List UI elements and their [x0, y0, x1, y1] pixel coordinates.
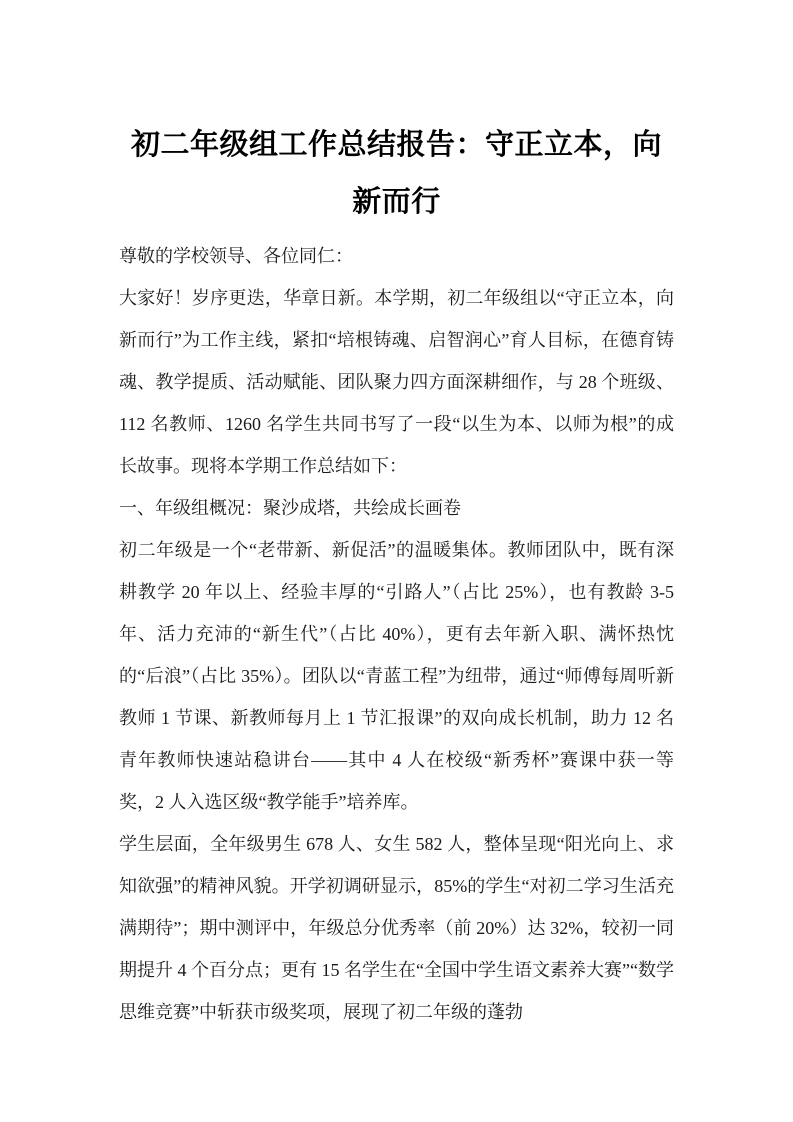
- student-overview-paragraph: 学生层面，全年级男生 678 人、女生 582 人，整体呈现“阳光向上、求知欲强”的精神风貌。开学初调研显示，85%的学生“对初二学习生活充满期待”；期中测评中，年级总分优秀率（前 20%）达 32%，较初一同期提升 4 个百分点；更有 15 名学生在“全国中学生语文素养大赛”“数学思维竞赛”中斩获市级奖项，展现了初二年级的蓬勃: [119, 834, 674, 1022]
- document-title: 初二年级组工作总结报告：守正立本，向新而行: [130, 129, 662, 218]
- section-heading-overview: 一、年级组概况：聚沙成塔，共绘成长画卷: [119, 498, 461, 518]
- intro-paragraph: 大家好！岁序更迭，华章日新。本学期，初二年级组以“守正立本，向新而行”为工作主线，紧扣“培根铸魂、启智润心”育人目标，在德育铸魂、教学提质、活动赋能、团队聚力四方面深耕细作，与 28 个班级、112 名教师、1260 名学生共同书写了一段“以生为本、以师为根”的成长故事。现将本学期工作总结如下：: [119, 288, 674, 476]
- teacher-team-paragraph: 初二年级是一个“老带新、新促活”的温暖集体。教师团队中，既有深耕教学 20 年以上、经验丰厚的“引路人”（占比 25%），也有教龄 3-5 年、活力充沛的“新生代”（占比 40%），更有去年新入职、满怀热忱的“后浪”（占比 35%）。团队以“青蓝工程”为纽带，通过“师傅每周听新教师 1 节课、新教师每月上 1 节汇报课”的双向成长机制，助力 12 名青年教师快速站稳讲台——其中 4 人在校级“新秀杯”赛课中获一等奖，2 人入选区级“教学能手”培养库。: [119, 540, 674, 812]
- document-content: [119, 117, 674, 1033]
- greeting-paragraph: 尊敬的学校领导、各位同仁：: [119, 246, 353, 266]
